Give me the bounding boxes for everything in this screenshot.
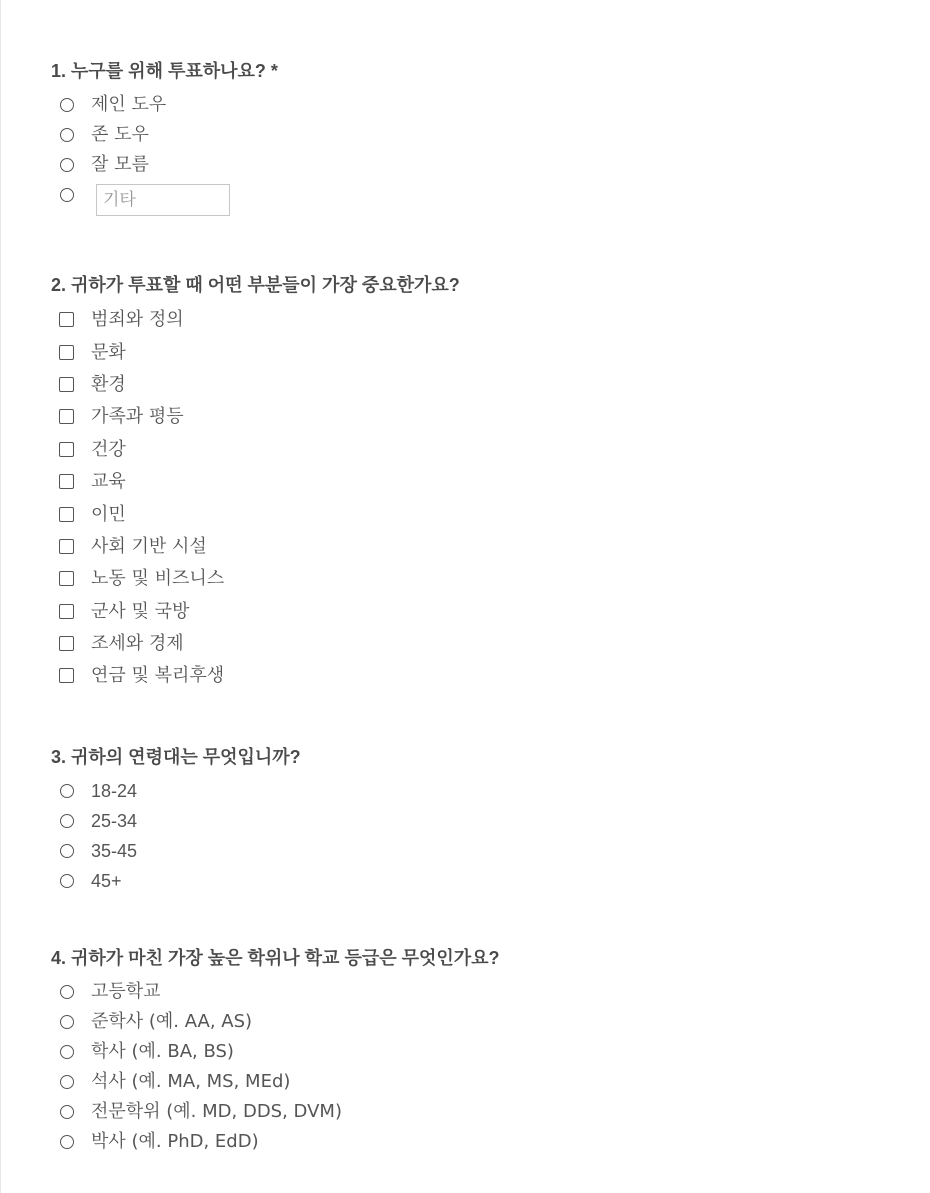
question-2-title: 2. 귀하가 투표할 때 어떤 부분들이 가장 중요한가요? <box>51 275 460 295</box>
option-other[interactable] <box>51 180 911 218</box>
question-4 <box>51 947 911 1157</box>
option-checkbox[interactable] <box>51 434 911 466</box>
option-label: 군사 및 국방 <box>91 600 190 622</box>
option-checkbox[interactable] <box>51 466 911 498</box>
option-label: 35-45 <box>91 841 138 861</box>
option-label: 교육 <box>91 471 126 493</box>
option-label: 고등학교 <box>91 981 161 1002</box>
page-left-border <box>0 0 1 1193</box>
radio-button[interactable] <box>60 814 74 828</box>
question-1-options <box>51 90 911 218</box>
option-label: 건강 <box>91 438 126 460</box>
option-radio[interactable] <box>51 776 911 806</box>
checkbox[interactable] <box>59 312 74 327</box>
option-label: 학사 (예. BA, BS) <box>91 1041 234 1062</box>
checkbox[interactable] <box>59 442 74 457</box>
question-3-title: 3. 귀하의 연령대는 무엇입니까? <box>51 747 301 767</box>
radio-button[interactable] <box>60 158 74 172</box>
option-radio[interactable] <box>51 90 911 120</box>
checkbox[interactable] <box>59 409 74 424</box>
radio-button[interactable] <box>60 1105 74 1119</box>
option-checkbox[interactable] <box>51 369 911 401</box>
option-label: 연금 및 복리후생 <box>91 665 225 687</box>
option-checkbox[interactable] <box>51 563 911 595</box>
option-label: 18-24 <box>91 781 138 801</box>
option-radio[interactable] <box>51 836 911 866</box>
option-radio[interactable] <box>51 120 911 150</box>
radio-button[interactable] <box>60 844 74 858</box>
option-label: 조세와 경제 <box>91 633 184 655</box>
option-checkbox[interactable] <box>51 304 911 336</box>
question-1 <box>51 60 911 218</box>
checkbox[interactable] <box>59 507 74 522</box>
radio-button[interactable] <box>60 1045 74 1059</box>
option-checkbox[interactable] <box>51 336 911 368</box>
checkbox[interactable] <box>59 604 74 619</box>
option-label: 범죄와 정의 <box>91 309 184 331</box>
option-label: 가족과 평등 <box>91 406 184 428</box>
option-label: 존 도우 <box>91 124 149 145</box>
option-label: 사회 기반 시설 <box>91 535 207 557</box>
option-radio[interactable] <box>51 806 911 836</box>
option-label: 환경 <box>91 373 126 395</box>
radio-button[interactable] <box>60 985 74 999</box>
option-radio[interactable] <box>51 977 911 1007</box>
checkbox[interactable] <box>59 377 74 392</box>
option-label: 잘 모름 <box>91 154 149 175</box>
checkbox[interactable] <box>59 539 74 554</box>
option-label: 노동 및 비즈니스 <box>91 568 225 590</box>
checkbox[interactable] <box>59 668 74 683</box>
option-checkbox[interactable] <box>51 498 911 530</box>
option-label: 제인 도우 <box>91 94 167 115</box>
question-2 <box>51 274 911 693</box>
option-radio[interactable] <box>51 1097 911 1127</box>
radio-button[interactable] <box>60 128 74 142</box>
question-1-title: 1. 누구를 위해 투표하나요? * <box>51 61 278 81</box>
radio-button[interactable] <box>60 1015 74 1029</box>
radio-button[interactable] <box>60 98 74 112</box>
option-label: 준학사 (예. AA, AS) <box>91 1011 253 1032</box>
radio-button[interactable] <box>60 874 74 888</box>
question-3-options <box>51 776 911 896</box>
checkbox[interactable] <box>59 345 74 360</box>
option-checkbox[interactable] <box>51 660 911 692</box>
option-checkbox[interactable] <box>51 628 911 660</box>
option-label: 이민 <box>91 503 126 525</box>
question-4-options <box>51 977 911 1157</box>
option-radio[interactable] <box>51 150 911 180</box>
option-checkbox[interactable] <box>51 401 911 433</box>
radio-button[interactable] <box>60 1135 74 1149</box>
option-radio[interactable] <box>51 1007 911 1037</box>
radio-button[interactable] <box>60 188 74 202</box>
question-2-options <box>51 304 911 693</box>
option-radio[interactable] <box>51 1127 911 1157</box>
other-text-input[interactable] <box>96 184 230 216</box>
option-radio[interactable] <box>51 1067 911 1097</box>
option-label: 석사 (예. MA, MS, MEd) <box>91 1071 291 1092</box>
option-checkbox[interactable] <box>51 596 911 628</box>
option-checkbox[interactable] <box>51 531 911 563</box>
option-label: 전문학위 (예. MD, DDS, DVM) <box>91 1101 342 1122</box>
checkbox[interactable] <box>59 571 74 586</box>
option-label: 25-34 <box>91 811 138 831</box>
option-label: 45+ <box>91 871 122 891</box>
option-radio[interactable] <box>51 866 911 896</box>
option-label: 박사 (예. PhD, EdD) <box>91 1131 259 1152</box>
option-radio[interactable] <box>51 1037 911 1067</box>
question-3 <box>51 746 911 896</box>
radio-button[interactable] <box>60 1075 74 1089</box>
question-4-title: 4. 귀하가 마친 가장 높은 학위나 학교 등급은 무엇인가요? <box>51 948 500 968</box>
radio-button[interactable] <box>60 784 74 798</box>
option-label: 문화 <box>91 341 126 363</box>
checkbox[interactable] <box>59 474 74 489</box>
checkbox[interactable] <box>59 636 74 651</box>
